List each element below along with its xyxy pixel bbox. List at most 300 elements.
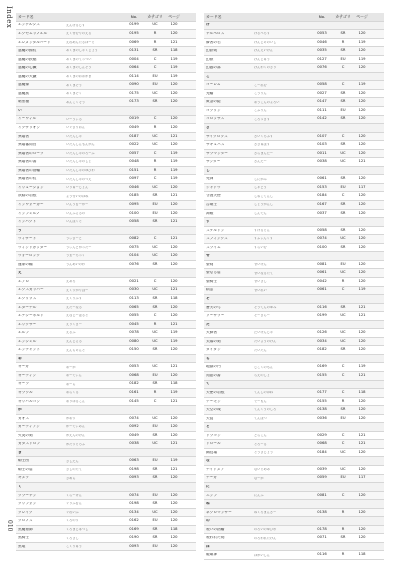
card-name: 蒼天の弓 [206, 305, 221, 309]
table-row [16, 372, 196, 381]
card-reading: きしだん [66, 459, 79, 463]
card-category: SR [340, 210, 346, 215]
card-number: 0068 [129, 372, 139, 377]
table-row [16, 457, 196, 466]
table-row [16, 201, 196, 210]
card-page: 120 [358, 449, 366, 454]
card-category: UC [340, 270, 346, 275]
card-number: 0199 [317, 313, 327, 318]
table-row [204, 116, 384, 125]
card-reading: あくまぞう [66, 83, 82, 87]
card-number: 0173 [129, 99, 139, 104]
section-letter: と [206, 425, 210, 429]
table-row [16, 363, 196, 372]
card-reading: さきゅばす [254, 143, 270, 147]
card-number: 0046 [317, 39, 327, 44]
table-row [16, 175, 196, 184]
table-row [16, 56, 196, 65]
card-page: 119 [170, 458, 178, 463]
card-page: 118 [358, 552, 366, 557]
card-page: 120 [170, 90, 178, 95]
card-page: 120 [358, 201, 366, 206]
card-name: カタストロフ [18, 442, 41, 446]
card-page: 120 [358, 398, 366, 403]
card-page: 120 [170, 278, 178, 283]
card-reading: あくまぞく [66, 92, 82, 96]
card-page: 120 [358, 99, 366, 104]
card-category: SR [340, 407, 346, 412]
card-name: エンジェル [18, 339, 37, 343]
card-reading: さいくろぷす [254, 134, 274, 138]
card-number: 0100 [317, 244, 327, 249]
table-row [204, 64, 384, 73]
table-row [16, 90, 196, 99]
card-category: SR [152, 501, 158, 506]
card-number: 0167 [317, 201, 327, 206]
card-number: 0190 [129, 535, 139, 540]
card-category: UC [152, 330, 158, 335]
card-number: 0142 [317, 116, 327, 121]
table-row [16, 338, 196, 347]
table-row [16, 64, 196, 73]
table-row [16, 466, 196, 475]
card-page: 120 [358, 492, 366, 497]
card-page: 119 [170, 389, 178, 394]
table-row [16, 295, 196, 304]
table-row [16, 167, 196, 176]
card-name: オーディン [18, 373, 37, 377]
card-reading: えくぜむりのえる [66, 32, 92, 36]
table-row [204, 278, 384, 287]
table-row [16, 133, 196, 142]
card-category: R [153, 39, 157, 44]
section-heading [16, 355, 196, 364]
card-name: 異端者の指輪 [18, 168, 41, 172]
card-reading: ごぶりん [254, 109, 267, 113]
section-letter: の [206, 519, 210, 523]
card-category: R [153, 321, 157, 326]
header-name: カード名 [18, 14, 34, 19]
card-number: 0134 [129, 509, 139, 514]
card-page: 118 [170, 48, 178, 53]
table-row [204, 329, 384, 338]
card-name: 太陽の剣 [206, 339, 221, 343]
card-reading: かえんのけん [66, 433, 86, 437]
section-letter: さ [206, 126, 210, 130]
card-page: 120 [170, 125, 178, 130]
table-row [16, 252, 196, 261]
card-category: SR [340, 142, 346, 147]
card-number: 0046 [129, 184, 139, 189]
card-reading: くらーけん [66, 493, 82, 497]
card-name: 悪魔の鉄槌 [18, 57, 37, 61]
table-row [16, 39, 196, 48]
card-name: ウィンドカッター [18, 245, 48, 249]
card-name: タイタン [206, 348, 221, 352]
card-page: 121 [170, 39, 178, 44]
card-number: 0042 [317, 278, 327, 283]
section-letter: か [18, 408, 22, 412]
card-number: 0095 [129, 201, 139, 206]
card-category: EU [152, 201, 158, 206]
card-name: 精霊 [206, 288, 214, 292]
card-name: クロノス [18, 519, 33, 523]
card-name: オーガ [18, 365, 29, 369]
table-row [204, 534, 384, 543]
card-category: R [153, 389, 157, 394]
table-row [16, 30, 196, 39]
card-reading: しにがみ [254, 177, 267, 181]
section-letter: こ [206, 74, 210, 78]
card-name: 地獄の門 [206, 365, 221, 369]
card-page: 120 [170, 184, 178, 189]
card-reading: ようせいのはね [66, 194, 89, 198]
card-category: UC [152, 287, 158, 292]
card-page: 119 [170, 176, 178, 181]
card-number: 0097 [129, 176, 139, 181]
card-reading: てんばつ [254, 416, 267, 420]
card-reading: いんぱくと [66, 220, 82, 224]
card-reading: だいけんじゃ [254, 331, 274, 335]
card-reading: そーさらー [254, 314, 270, 318]
card-name: トロール [206, 442, 221, 446]
card-name: エンチャント [18, 348, 41, 352]
card-name: 聖剣 [206, 262, 214, 266]
table-row [204, 551, 384, 560]
card-name: ネクロマンサー [206, 510, 232, 514]
card-reading: てんしのはね [254, 391, 274, 395]
card-name: エルフ [18, 331, 30, 335]
card-name: ニンフ [206, 493, 218, 497]
card-number: 0021 [129, 278, 139, 283]
card-number: 0198 [129, 501, 139, 506]
card-name: クラーケン [18, 493, 37, 497]
card-page: 120 [170, 142, 178, 147]
table-row [16, 158, 196, 167]
card-page: 119 [358, 39, 366, 44]
card-name: エナジーボルト [18, 314, 44, 318]
card-name: 悪魔像 [18, 83, 30, 87]
card-name: 大賢者 [206, 331, 218, 335]
card-number: 0178 [317, 526, 327, 531]
card-number: 0022 [129, 142, 139, 147]
card-category: R [341, 398, 345, 403]
table-row [16, 47, 196, 56]
section-letter: お [18, 356, 22, 360]
card-category: UC [340, 150, 346, 155]
card-name: ガーディアン [18, 425, 40, 429]
card-category: SR [152, 432, 158, 437]
card-name: エリクサー [18, 322, 37, 326]
section-letter: う [18, 228, 22, 232]
card-page: 120 [358, 227, 366, 232]
card-name: 光輪 [206, 91, 214, 95]
card-name: コロッサス [206, 117, 225, 121]
card-reading: いたんしゃ [66, 134, 82, 138]
card-number: 0175 [129, 90, 139, 95]
card-page: 120 [358, 236, 366, 241]
table-row [16, 261, 196, 270]
card-name: エレメンタルハート [18, 40, 51, 44]
table-row [16, 150, 196, 159]
card-number: 0030 [129, 287, 139, 292]
card-page: 120 [358, 244, 366, 249]
table-row [16, 381, 196, 390]
card-reading: えくすかりばー [66, 288, 89, 292]
card-page: 119 [170, 73, 178, 78]
card-reading: ちえのしょ [254, 374, 270, 378]
table-row [204, 492, 384, 501]
card-number: 0037 [317, 210, 327, 215]
section-heading [204, 483, 384, 492]
section-heading [204, 73, 384, 82]
card-name: スケルトン [206, 228, 225, 232]
card-name: ゴブリン [206, 108, 221, 112]
card-page: 120 [170, 501, 178, 506]
card-category: EU [340, 56, 346, 61]
table-row [204, 389, 384, 398]
card-category: SR [340, 227, 346, 232]
card-page: 120 [170, 535, 178, 540]
card-reading: くろのす [66, 519, 79, 523]
card-number: 0019 [129, 116, 139, 121]
card-category: EU [152, 210, 158, 215]
section-heading [204, 22, 384, 31]
section-heading [204, 543, 384, 552]
card-category: UC [152, 509, 158, 514]
card-reading: いーゔぃる [66, 117, 82, 121]
card-page: 118 [358, 389, 366, 394]
table-row [16, 526, 196, 535]
card-reading: のろいのゆびわ [254, 527, 277, 531]
card-page: 120 [170, 244, 178, 249]
header-no: No. [318, 13, 326, 19]
table-row [16, 440, 196, 449]
card-name: ゴーレム [206, 83, 221, 87]
table-row [204, 406, 384, 415]
card-page: 121 [170, 321, 178, 326]
table-row [204, 81, 384, 90]
card-number: 0011 [317, 150, 327, 155]
card-name: 賢者の石 [206, 40, 221, 44]
card-reading: せいれい [254, 288, 267, 292]
section-heading [16, 406, 196, 415]
card-page: 119 [170, 56, 178, 61]
card-name: 神殿 [206, 211, 214, 215]
card-category: UC [152, 133, 158, 138]
card-page: 121 [358, 304, 366, 309]
card-reading: きめら [66, 476, 76, 480]
card-reading: はかいしん [254, 553, 270, 557]
card-name: イグザリオン [18, 126, 41, 130]
card-name: 異端者 [18, 134, 30, 138]
card-reading: ないとめあ [254, 468, 270, 472]
card-number: 0153 [317, 184, 327, 189]
card-name: 悪魔族 [18, 91, 30, 95]
section-letter: き [18, 450, 22, 454]
header-name: カード名 [206, 14, 222, 19]
card-number: 0039 [317, 466, 327, 471]
table-row [16, 73, 196, 82]
card-page: 120 [358, 330, 366, 335]
card-page: 121 [170, 441, 178, 446]
card-category: SR [152, 381, 158, 386]
section-heading [204, 500, 384, 509]
card-category: R [153, 31, 157, 36]
table-row [16, 509, 196, 518]
card-category: UC [340, 466, 346, 471]
card-name: 幻影剣 [206, 49, 218, 53]
table-row [16, 287, 196, 296]
card-page: 120 [358, 270, 366, 275]
section-heading [204, 381, 384, 390]
card-name: サンダー [206, 160, 221, 164]
card-category: R [341, 526, 345, 531]
index-label: Index [5, 6, 13, 29]
card-number: 0100 [129, 210, 139, 215]
card-name: イーヴィル [18, 117, 37, 121]
card-reading: くろきし [66, 536, 79, 540]
card-reading: さらまんだー [254, 151, 274, 155]
card-reading: えなじーぼると [66, 314, 89, 318]
card-name: 呪いの指輪 [206, 527, 225, 531]
table-row [16, 81, 196, 90]
header-page: ページ [168, 13, 180, 19]
section-letter: そ [206, 296, 210, 300]
card-page: 120 [170, 415, 178, 420]
table-row [204, 287, 384, 296]
card-number: 0150 [129, 347, 139, 352]
card-page: 120 [358, 415, 366, 420]
card-reading: かたすとろふ [66, 442, 86, 446]
card-reading: えるふ [66, 331, 76, 335]
table-row [204, 98, 384, 107]
card-number: 0182 [317, 347, 327, 352]
card-number: 0074 [317, 236, 327, 241]
card-reading: えんじぇる [66, 339, 82, 343]
card-number: 0049 [129, 125, 139, 130]
section-letter: く [18, 485, 22, 488]
card-number: 0049 [129, 432, 139, 437]
table-row [16, 218, 196, 227]
card-reading: すらいむ [254, 245, 267, 249]
card-name: 悪魔の心臓 [18, 66, 37, 70]
table-row [16, 492, 196, 501]
card-name: イリュージョン [18, 185, 44, 189]
index-table-right [204, 13, 384, 560]
section-heading [204, 252, 384, 261]
card-reading: にんふ [254, 493, 264, 497]
card-category: SR [152, 219, 158, 224]
card-category: EU [340, 415, 346, 420]
card-number: 0195 [129, 31, 139, 36]
card-number: 0103 [317, 142, 327, 147]
card-page: 120 [358, 150, 366, 155]
card-category: R [341, 552, 345, 557]
card-number: 0059 [317, 475, 327, 480]
card-number: 0078 [129, 330, 139, 335]
card-page: 120 [358, 116, 366, 121]
card-number: 0064 [129, 65, 139, 70]
card-page: 121 [358, 372, 366, 377]
card-page: 120 [358, 466, 366, 471]
card-category: R [153, 159, 157, 164]
card-page: 120 [170, 424, 178, 429]
card-reading: げんえいけん [254, 49, 274, 53]
card-number: 0080 [129, 338, 139, 343]
card-page: 120 [358, 407, 366, 412]
table-row [204, 107, 384, 116]
card-number: 0081 [317, 492, 327, 497]
table-row [204, 440, 384, 449]
card-page: 120 [170, 210, 178, 215]
card-number: 0053 [129, 364, 139, 369]
card-category: C [153, 65, 157, 70]
card-number: 0090 [129, 82, 139, 87]
card-page: 120 [170, 372, 178, 377]
table-row [204, 150, 384, 159]
card-number: 0169 [317, 364, 327, 369]
card-category: EU [152, 73, 158, 78]
card-page: 120 [358, 48, 366, 53]
card-page: 120 [358, 535, 366, 540]
table-row [204, 210, 384, 219]
card-number: 0182 [129, 381, 139, 386]
table-row [204, 133, 384, 142]
card-number: 0111 [317, 107, 327, 112]
card-number: 0075 [129, 244, 139, 249]
card-category: EU [152, 458, 158, 463]
table-row [204, 175, 384, 184]
card-name: オラクル [18, 390, 33, 394]
index-table-left [16, 13, 196, 551]
card-category: SR [152, 304, 158, 309]
card-page: 120 [358, 90, 366, 95]
card-name: ナーガ [206, 476, 217, 480]
card-reading: おーら [66, 382, 76, 386]
table-row [16, 304, 196, 313]
card-category: C [341, 65, 345, 70]
card-number: 0116 [317, 552, 327, 557]
card-page: 120 [358, 338, 366, 343]
card-page: 119 [170, 150, 178, 155]
card-name: エクゼムリノエル [18, 32, 48, 36]
card-page: 120 [170, 475, 178, 480]
card-category: EU [340, 184, 346, 189]
card-reading: なーが [254, 476, 264, 480]
card-number: 0076 [129, 261, 139, 266]
card-name: 火炎の剣 [18, 433, 33, 437]
card-page: 120 [170, 261, 178, 266]
table-row [16, 98, 196, 107]
card-page: 121 [170, 236, 178, 241]
card-category: SR [152, 475, 158, 480]
card-page: 121 [170, 287, 178, 292]
card-name: 幻獣 [206, 57, 214, 61]
card-reading: しゃどう [254, 186, 267, 190]
card-category: EU [152, 518, 158, 523]
card-category: EU [152, 424, 158, 429]
card-reading: おうごんのよろい [254, 100, 280, 104]
card-category: SR [152, 295, 158, 300]
table-row [16, 329, 196, 338]
card-page: 120 [170, 22, 178, 27]
card-category: C [153, 176, 157, 181]
card-number: 0116 [317, 304, 327, 309]
table-row [204, 261, 384, 270]
card-name: オーラ [18, 382, 30, 386]
card-name: 死神 [206, 177, 214, 181]
